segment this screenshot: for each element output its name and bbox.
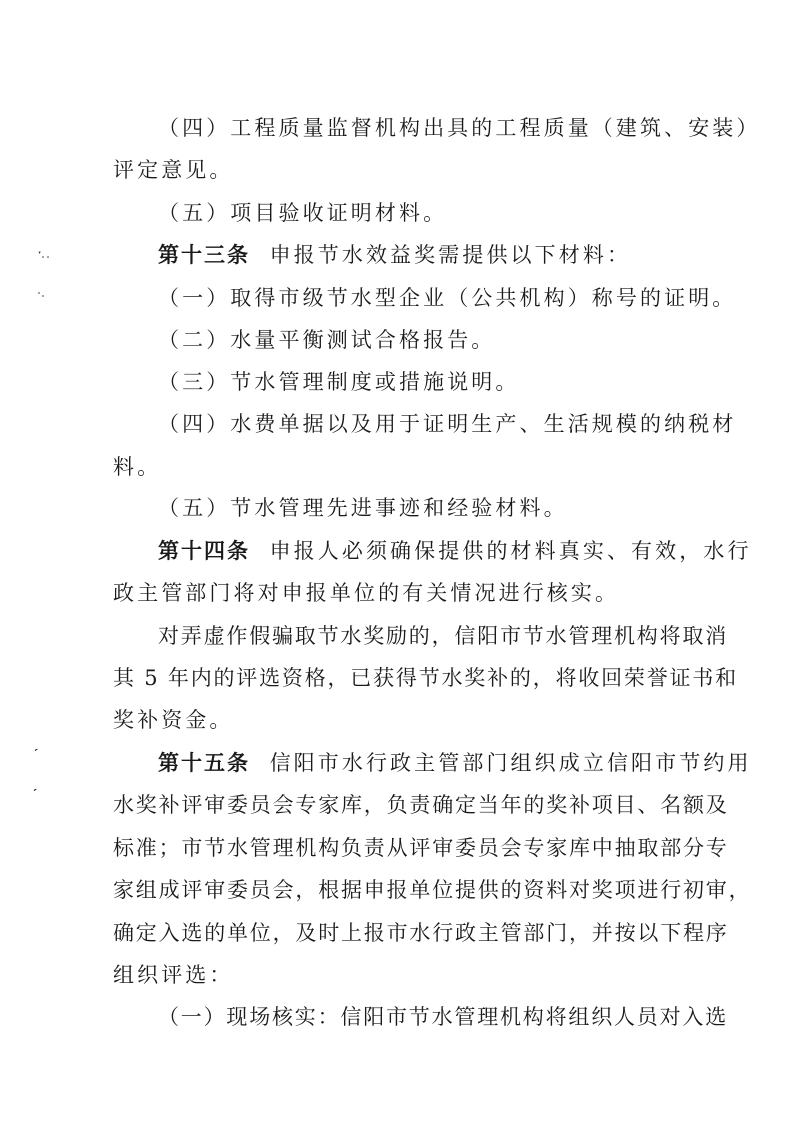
scan-dot [42, 295, 44, 297]
text-line: 水奖补评审委员会专家库，负责确定当年的奖补项目、名额及 [113, 793, 729, 817]
text-line: （一）现场核实：信阳市节水管理机构将组织人员对入选 [158, 1005, 728, 1029]
article-text: 信阳市水行政主管部门组织成立信阳市节约用 [269, 751, 752, 775]
text-line: 其 5 年内的评选资格，已获得节水奖补的，将收回荣誉证书和 [113, 666, 738, 690]
text-line: 对弄虚作假骗取节水奖励的，信阳市节水管理机构将取消 [158, 624, 728, 648]
article-14 [158, 536, 752, 566]
text-line: （四）工程质量监督机构出具的工程质量（建筑、安装） [158, 116, 761, 140]
text-line: （四）水费单据以及用于证明生产、生活规模的纳税材 [158, 412, 737, 436]
text-line: （三）节水管理制度或措施说明。 [158, 370, 520, 394]
scan-dot [47, 256, 49, 258]
text-line: 奖补资金。 [113, 708, 234, 732]
article-heading: 第十四条 [158, 539, 250, 563]
text-line: 组织评选： [113, 963, 234, 987]
article-15 [158, 748, 752, 778]
article-text: 申报人必须确保提供的材料真实、有效，水行 [269, 539, 752, 563]
text-line: 标准；市节水管理机构负责从评审委员会专家库中抽取部分专 [113, 836, 729, 860]
text-line: 评定意见。 [113, 158, 234, 182]
text-line: （五）项目验收证明材料。 [158, 201, 448, 225]
text-line: 政主管部门将对申报单位的有关情况进行核实。 [113, 581, 620, 605]
scan-mark: ˑ [37, 246, 43, 262]
text-line: （五）节水管理先进事迹和经验材料。 [158, 496, 568, 520]
scan-dot [42, 256, 44, 258]
scan-mark: ˏ [34, 736, 39, 752]
article-text: 申报节水效益奖需提供以下材料： [269, 243, 632, 267]
scan-mark: ˏ [33, 776, 38, 792]
article-heading: 第十五条 [158, 751, 250, 775]
article-13 [158, 240, 631, 270]
text-line: （二）水量平衡测试合格报告。 [158, 328, 496, 352]
text-line: 家组成评审委员会，根据申报单位提供的资料对奖项进行初审， [113, 878, 752, 902]
text-line: 确定入选的单位，及时上报市水行政主管部门，并按以下程序 [113, 921, 729, 945]
text-line: 料。 [113, 455, 162, 479]
article-heading: 第十三条 [158, 243, 250, 267]
scan-dot [38, 292, 40, 294]
text-line: （一）取得市级节水型企业（公共机构）称号的证明。 [158, 286, 737, 310]
